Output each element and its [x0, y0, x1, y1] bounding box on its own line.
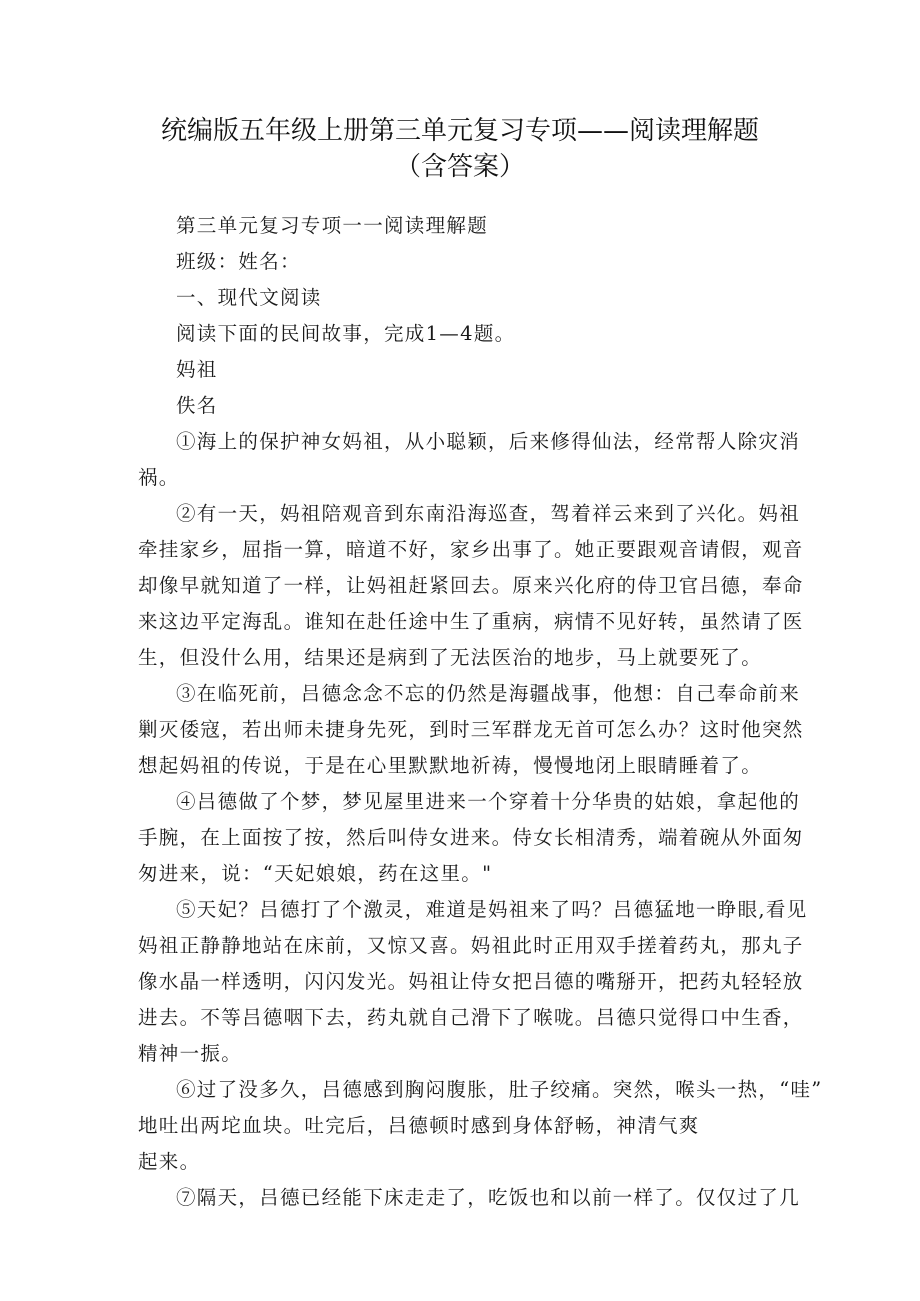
paragraph-line: ②有一天，妈祖陪观音到东南沿海巡查，驾着祥云来到了兴化。妈祖 — [176, 502, 801, 525]
paragraph-line: 起来。 — [138, 1150, 201, 1173]
section-heading: 第三单元复习专项一一阅读理解题 — [176, 214, 489, 237]
paragraph-6 — [138, 1072, 823, 1180]
document-body — [138, 208, 823, 1216]
paragraph-line: 匆进来，说：“天妃娘娘，药在这里。" — [138, 862, 493, 885]
paragraph-3 — [138, 676, 804, 784]
paragraph-line: ⑤天妃？吕德打了个激灵，难道是妈祖来了吗？吕德猛地一睁眼,看见 — [176, 898, 808, 921]
paragraph-line: 地吐出两坨血块。吐完后，吕德顿时感到身体舒畅，神清气爽 — [138, 1114, 700, 1137]
document-subtitle: （含答案） — [394, 152, 525, 182]
instruction-line: 阅读下面的民间故事，完成1—4题。 — [176, 322, 516, 345]
paragraph-line: 牵挂家乡，屈指一算，暗道不好，家乡出事了。她正要跟观音请假，观音 — [138, 538, 804, 561]
story-author: 佚名 — [176, 394, 218, 417]
paragraph-line: ⑦隔天，吕德已经能下床走走了，吃饭也和以前一样了。仅仅过了几 — [176, 1186, 801, 1209]
paragraph-line: 祸。 — [138, 466, 180, 489]
paragraph-1 — [138, 424, 801, 496]
paragraph-line: ⑥过了没多久，吕德感到胸闷腹胀，肚子绞痛。突然，喉头一热，“哇” — [176, 1078, 823, 1101]
paragraph-line: 精神一振。 — [138, 1042, 243, 1065]
paragraph-2 — [138, 496, 804, 676]
paragraph-5 — [138, 892, 808, 1072]
paragraph-line: 来这边平定海乱。谁知在赴任途中生了重病，病情不见好转，虽然请了医 — [138, 610, 804, 633]
paragraph-line: 进去。不等吕德咽下去，药丸就自己滑下了喉咙。吕德只觉得口中生香， — [138, 1006, 804, 1029]
paragraph-line: 却像早就知道了一样，让妈祖赶紧回去。原来兴化府的侍卫官吕德，奉命 — [138, 574, 804, 597]
paragraph-line: ①海上的保护神女妈祖，从小聪颖，后来修得仙法，经常帮人除灾消 — [176, 430, 801, 453]
paragraph-line: ③在临死前，吕德念念不忘的仍然是海疆战事，他想：自己奉命前来 — [176, 682, 801, 705]
paragraph-line: ④吕德做了个梦，梦见屋里进来一个穿着十分华贵的姑娘，拿起他的 — [176, 790, 801, 813]
paragraph-7 — [138, 1180, 801, 1216]
paragraph-4 — [138, 784, 804, 892]
paragraph-line: 像水晶一样透明，闪闪发光。妈祖让侍女把吕德的嘴掰开，把药丸轻轻放 — [138, 970, 804, 993]
paragraph-line: 生，但没什么用，结果还是病到了无法医治的地步，马上就要死了。 — [138, 646, 763, 669]
story-title: 妈祖 — [176, 358, 218, 381]
paragraph-line: 想起妈祖的传说，于是在心里默默地祈祷，慢慢地闭上眼睛睡着了。 — [138, 754, 763, 777]
paragraph-line: 手腕，在上面按了按，然后叫侍女进来。侍女长相清秀，端着碗从外面匆 — [138, 826, 804, 849]
section-label: 一、现代文阅读 — [176, 286, 322, 309]
document-title: 统编版五年级上册第三单元复习专项——阅读理解题 — [160, 116, 759, 146]
paragraph-line: 妈祖正静静地站在床前，又惊又喜。妈祖此时正用双手搓着药丸，那丸子 — [138, 934, 804, 957]
class-name-line: 班级：姓名： — [176, 250, 301, 273]
paragraph-line: 剿灭倭寇，若出师未捷身先死，到时三军群龙无首可怎么办？这时他突然 — [138, 718, 804, 741]
